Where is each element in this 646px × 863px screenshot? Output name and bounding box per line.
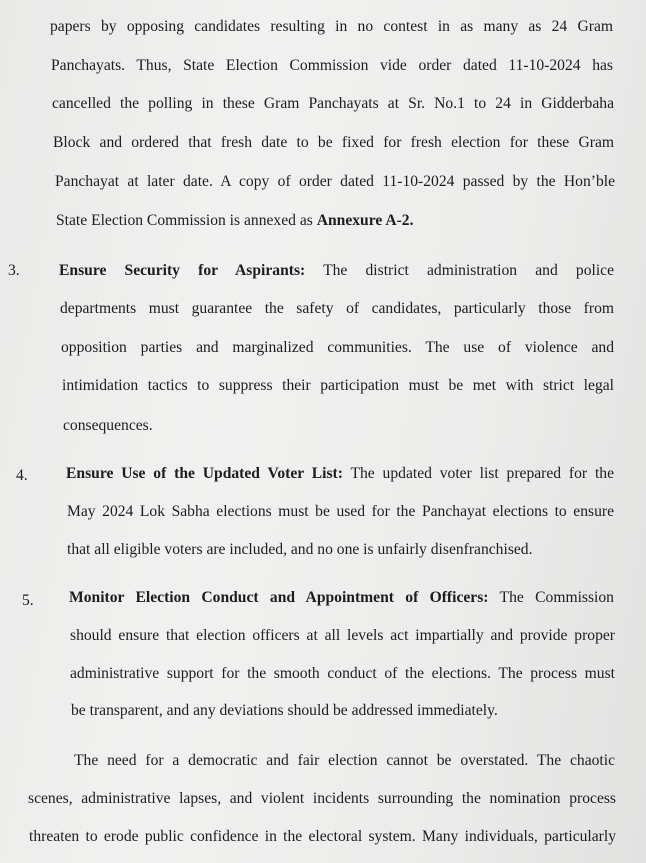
item-4-heading: Ensure Use of the Updated Voter List: bbox=[66, 465, 343, 482]
intro-line-5: Panchayat at later date. A copy of order dated 11-10-2024 passed by the Hon’ble bbox=[55, 173, 615, 190]
intro-line-1: papers by opposing candidates resulting in no contest in as many as 24 Gram bbox=[50, 18, 613, 35]
item-4-first: The updated voter list prepared for the bbox=[342, 465, 614, 482]
item-5-heading: Monitor Election Conduct and Appointment of Officers: bbox=[69, 589, 489, 606]
item-3-line-5: consequences. bbox=[63, 417, 153, 434]
intro-line-4: Block and ordered that fresh date to be fixed for fresh election for these Gram bbox=[53, 134, 614, 151]
item-4-line-2: May 2024 Lok Sabha elections must be used for the Panchayat elections to ensure bbox=[67, 503, 614, 520]
item-5-first: The Commission bbox=[488, 589, 614, 606]
item-3-line-3: opposition parties and marginalized communities. The use of violence and bbox=[61, 339, 614, 356]
item-4-line-1 bbox=[66, 464, 614, 484]
item-5-line-2: should ensure that election officers at all levels act impartially and provide proper bbox=[70, 627, 615, 644]
item-5-number: 5. bbox=[22, 592, 34, 609]
intro-line-2: Panchayats. Thus, State Election Commission vide order dated 11-10-2024 has bbox=[51, 57, 613, 74]
closing-line-3: threaten to erode public confidence in the electoral system. Many individuals, particularly bbox=[29, 828, 616, 845]
item-3-number: 3. bbox=[8, 262, 20, 279]
item-3-line-4: intimidation tactics to suppress their participation must be met with strict legal bbox=[62, 377, 614, 394]
item-4-number: 4. bbox=[16, 467, 28, 484]
annexure-reference: Annexure A-2. bbox=[316, 212, 414, 229]
item-3-line-1 bbox=[59, 261, 614, 281]
closing-line-1: The need for a democratic and fair election cannot be overstated. The chaotic bbox=[74, 752, 615, 769]
item-3-line-2: departments must guarantee the safety of candidates, particularly those from bbox=[60, 300, 614, 317]
intro-line-3: cancelled the polling in these Gram Panchayats at Sr. No.1 to 24 in Gidderbaha bbox=[52, 95, 614, 112]
item-5-line-3: administrative support for the smooth conduct of the elections. The process must bbox=[70, 665, 615, 682]
item-4-line-3: that all eligible voters are included, and no one is unfairly disenfranchised. bbox=[67, 541, 533, 558]
item-3-first: The district administration and police bbox=[305, 262, 614, 279]
item-5-line-1 bbox=[69, 588, 614, 608]
item-5-line-4: be transparent, and any deviations should be addressed immediately. bbox=[71, 702, 498, 719]
item-3-heading: Ensure Security for Aspirants: bbox=[59, 262, 306, 279]
intro-line-6-text: State Election Commission is annexed as bbox=[56, 212, 317, 229]
closing-line-2: scenes, administrative lapses, and violent incidents surrounding the nomination process bbox=[28, 790, 616, 807]
intro-line-6 bbox=[56, 211, 413, 231]
